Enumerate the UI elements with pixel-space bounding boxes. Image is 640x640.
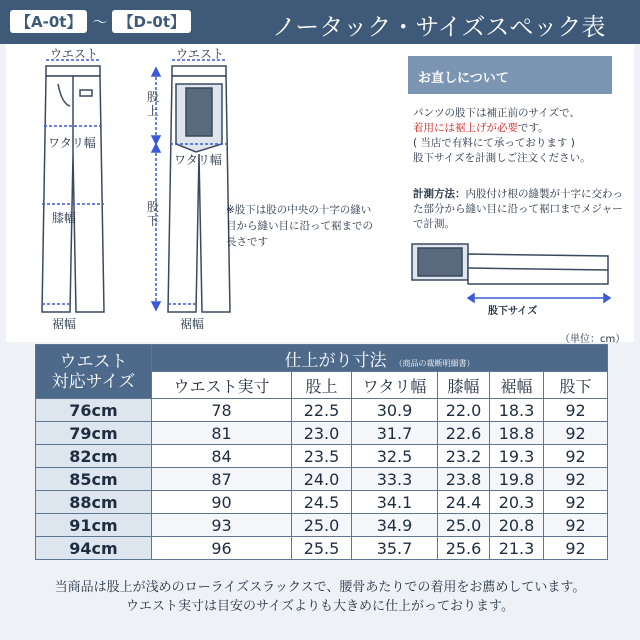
value-cell: 23.0: [292, 422, 352, 445]
table-row: [36, 399, 608, 422]
measure-label: 計測方法：: [413, 188, 466, 200]
value-cell: 25.0: [292, 514, 352, 537]
back-thigh-label: ワタリ幅: [174, 153, 222, 167]
footer-line2: ウエスト実寸は目安のサイズよりも大きめに仕上がっております。: [126, 599, 514, 614]
finished-dimensions-note: （商品の裁断明細書）: [394, 358, 475, 368]
table-row: [36, 491, 608, 514]
rise-label: 股上: [147, 90, 160, 118]
value-cell: 22.0: [438, 399, 490, 422]
value-cell: 25.6: [438, 537, 490, 560]
front-hem-label: 裾幅: [52, 317, 77, 331]
pants-diagram: [0, 44, 410, 344]
value-cell: 19.8: [490, 468, 544, 491]
fix-line2-red: 着用には裾上げが必要: [413, 122, 518, 134]
value-cell: 22.6: [438, 422, 490, 445]
inseam-label: 股下: [147, 200, 160, 228]
fix-line1: パンツの股下は補正前のサイズで、: [413, 107, 580, 119]
fix-line4: 股下サイズを計測しご注文ください。: [413, 152, 591, 164]
value-cell: 90: [152, 491, 292, 514]
value-cell: 92: [544, 468, 608, 491]
fix-line2: [413, 121, 623, 136]
code-from: 【A-0t】: [10, 10, 87, 33]
value-cell: 25.5: [292, 537, 352, 560]
table-row: [36, 445, 608, 468]
value-cell: 34.1: [352, 491, 438, 514]
knee-label: 膝幅: [52, 211, 77, 225]
size-cell: 94cm: [36, 537, 152, 560]
table-row: [36, 468, 608, 491]
value-cell: 92: [544, 399, 608, 422]
inseam-note: ※股下は股の中央の十字の縫い目から縫い目に沿って裾までの長さです: [226, 204, 373, 248]
fix-line2-rest: です。: [518, 122, 549, 134]
size-cell: 79cm: [36, 422, 152, 445]
inseam-size-label: 股下サイズ: [488, 306, 538, 317]
column-header: 股下: [544, 372, 608, 399]
size-cell: 91cm: [36, 514, 152, 537]
column-header: ワタリ幅: [352, 372, 438, 399]
value-cell: 20.3: [490, 491, 544, 514]
value-cell: 93: [152, 514, 292, 537]
value-cell: 84: [152, 445, 292, 468]
value-cell: 32.5: [352, 445, 438, 468]
size-cell: 85cm: [36, 468, 152, 491]
value-cell: 31.7: [352, 422, 438, 445]
front-thigh-label: ワタリ幅: [48, 136, 96, 150]
value-cell: 22.5: [292, 399, 352, 422]
footer-notes: [0, 578, 640, 616]
table-row: [36, 422, 608, 445]
value-cell: 92: [544, 537, 608, 560]
page-header: [0, 0, 640, 44]
value-cell: 20.8: [490, 514, 544, 537]
code-tilde: 〜: [92, 13, 108, 31]
value-cell: 23.5: [292, 445, 352, 468]
fix-heading: お直しについて: [418, 71, 509, 86]
value-cell: 92: [544, 445, 608, 468]
value-cell: 24.5: [292, 491, 352, 514]
value-cell: 92: [544, 422, 608, 445]
measure-method: [413, 187, 623, 232]
table-row: [36, 514, 608, 537]
value-cell: 24.0: [292, 468, 352, 491]
code-to: 【D-0t】: [112, 10, 191, 33]
back-hem-label: 裾幅: [180, 317, 205, 331]
finished-dimensions-title: 仕上がり寸法: [284, 350, 387, 371]
size-header-line1: ウエスト: [59, 351, 128, 372]
column-header: 膝幅: [438, 372, 490, 399]
value-cell: 92: [544, 514, 608, 537]
value-cell: 23.2: [438, 445, 490, 468]
model-codes: [10, 10, 191, 33]
value-cell: 92: [544, 491, 608, 514]
value-cell: 18.8: [490, 422, 544, 445]
value-cell: 21.3: [490, 537, 544, 560]
front-waist-label: ウエスト: [50, 47, 99, 61]
finished-dimensions-header: [152, 345, 608, 372]
footer-line1: 当商品は股上が浅めのローライズスラックスで、腰骨あたりでの着用をお薦めしています。: [54, 580, 586, 595]
back-waist-label: ウエスト: [176, 47, 225, 61]
value-cell: 24.4: [438, 491, 490, 514]
size-header-line2: 対応サイズ: [51, 371, 136, 392]
value-cell: 81: [152, 422, 292, 445]
fix-text: [413, 106, 623, 166]
value-cell: 96: [152, 537, 292, 560]
value-cell: 33.3: [352, 468, 438, 491]
size-cell: 88cm: [36, 491, 152, 514]
value-cell: 87: [152, 468, 292, 491]
value-cell: 18.3: [490, 399, 544, 422]
size-cell: 82cm: [36, 445, 152, 468]
fix-heading-box: [408, 56, 612, 94]
fix-line3: ( 当店で有料にて承っております ): [413, 137, 575, 149]
front-pants-illustration: [42, 66, 104, 312]
page-title: ノータック・サイズスペック表: [272, 13, 606, 41]
size-column-header: [36, 345, 152, 399]
size-cell: 76cm: [36, 399, 152, 422]
table-row: [36, 537, 608, 560]
column-header: ウエスト実寸: [152, 372, 292, 399]
value-cell: 78: [152, 399, 292, 422]
size-spec-table: [35, 344, 608, 560]
column-header: 股上: [292, 372, 352, 399]
value-cell: 34.9: [352, 514, 438, 537]
value-cell: 30.9: [352, 399, 438, 422]
value-cell: 25.0: [438, 514, 490, 537]
unit-note: （単位：cm）: [560, 334, 626, 345]
value-cell: 19.3: [490, 445, 544, 468]
measure-description: 内股付け根の縫製が十字に交わった部分から縫い目に沿って裾口までメジャーで計測。: [413, 188, 623, 230]
column-header: 裾幅: [490, 372, 544, 399]
value-cell: 23.8: [438, 468, 490, 491]
value-cell: 35.7: [352, 537, 438, 560]
back-pants-illustration: [168, 66, 230, 312]
